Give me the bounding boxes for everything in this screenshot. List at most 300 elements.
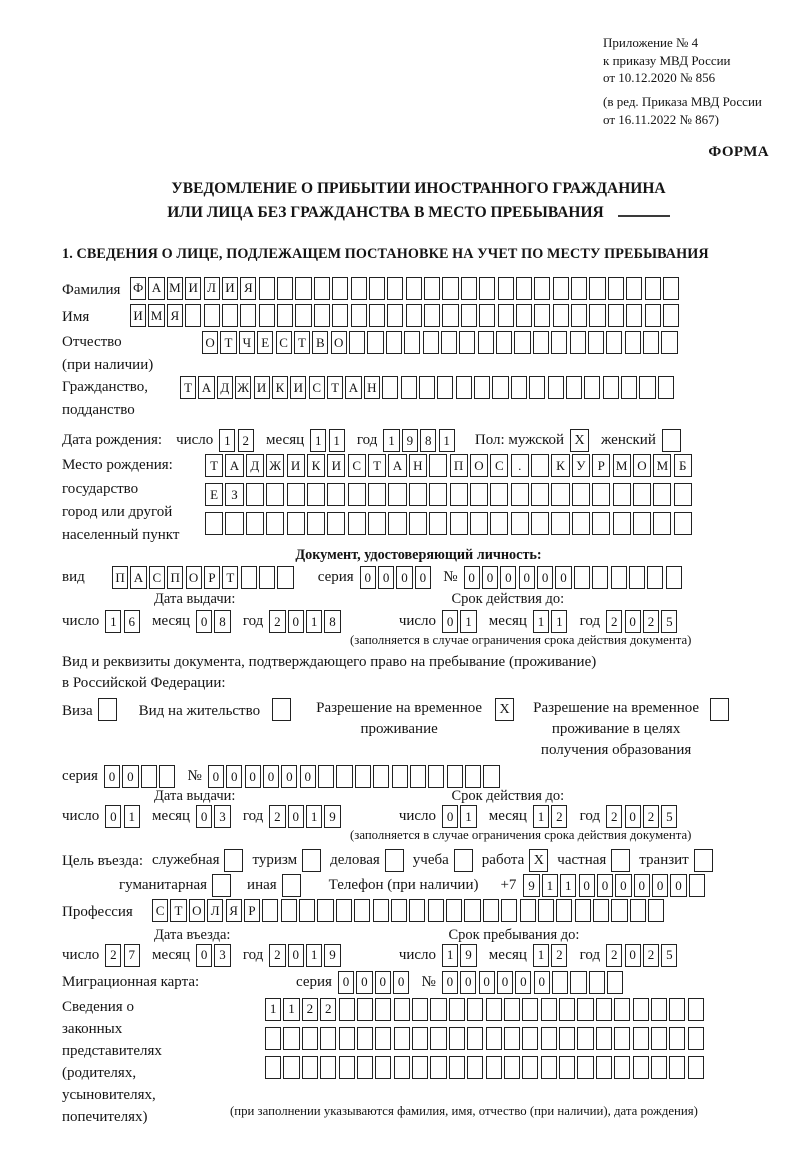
permit-valid-day-cells[interactable] <box>442 805 479 828</box>
char-cell[interactable] <box>688 998 704 1021</box>
char-cell[interactable] <box>498 304 514 327</box>
char-cell[interactable] <box>651 1056 667 1079</box>
permit-valid-year-cells[interactable] <box>606 805 680 828</box>
permit-valid-month-cells[interactable] <box>533 805 570 828</box>
char-cell[interactable]: 0 <box>519 566 535 589</box>
id-issue-year-cells[interactable] <box>269 610 343 633</box>
char-cell[interactable]: 0 <box>226 765 242 788</box>
char-cell[interactable] <box>465 765 481 788</box>
char-cell[interactable]: 0 <box>652 874 668 897</box>
char-cell[interactable]: 2 <box>105 944 121 967</box>
representatives-cells-1[interactable] <box>265 998 706 1021</box>
char-cell[interactable]: 9 <box>324 944 340 967</box>
char-cell[interactable]: 0 <box>634 874 650 897</box>
char-cell[interactable]: 2 <box>238 429 254 452</box>
char-cell[interactable] <box>368 512 386 535</box>
char-cell[interactable]: 1 <box>306 610 322 633</box>
char-cell[interactable] <box>327 512 345 535</box>
char-cell[interactable]: 0 <box>196 805 212 828</box>
char-cell[interactable] <box>571 304 587 327</box>
char-cell[interactable] <box>592 483 610 506</box>
char-cell[interactable]: 0 <box>537 566 553 589</box>
char-cell[interactable] <box>265 1027 281 1050</box>
char-cell[interactable]: 0 <box>442 610 458 633</box>
residence-permit-checkbox[interactable] <box>272 698 291 721</box>
entry-day-cells[interactable] <box>105 944 142 967</box>
char-cell[interactable] <box>348 483 366 506</box>
birth-place-cells-3[interactable] <box>205 512 694 535</box>
char-cell[interactable] <box>504 1056 520 1079</box>
char-cell[interactable] <box>283 1027 299 1050</box>
char-cell[interactable]: А <box>198 376 214 399</box>
char-cell[interactable]: И <box>130 304 146 327</box>
representatives-cells-2[interactable] <box>265 1027 706 1050</box>
char-cell[interactable] <box>406 304 422 327</box>
char-cell[interactable] <box>666 566 682 589</box>
char-cell[interactable] <box>688 1027 704 1050</box>
purpose-humanitarian-checkbox[interactable] <box>212 874 231 897</box>
char-cell[interactable]: 1 <box>460 610 476 633</box>
char-cell[interactable] <box>387 304 403 327</box>
char-cell[interactable] <box>404 331 420 354</box>
char-cell[interactable]: 0 <box>615 874 631 897</box>
char-cell[interactable] <box>357 1056 373 1079</box>
name-cells[interactable] <box>130 304 681 327</box>
char-cell[interactable] <box>589 304 605 327</box>
char-cell[interactable] <box>571 277 587 300</box>
citizenship-cells[interactable] <box>180 376 676 399</box>
char-cell[interactable] <box>663 277 679 300</box>
char-cell[interactable] <box>516 277 532 300</box>
char-cell[interactable] <box>141 765 157 788</box>
char-cell[interactable] <box>467 1027 483 1050</box>
char-cell[interactable] <box>534 277 550 300</box>
char-cell[interactable]: 1 <box>265 998 281 1021</box>
char-cell[interactable]: 0 <box>597 874 613 897</box>
char-cell[interactable]: А <box>148 277 164 300</box>
char-cell[interactable] <box>423 331 439 354</box>
char-cell[interactable] <box>529 376 545 399</box>
char-cell[interactable]: 0 <box>104 765 120 788</box>
char-cell[interactable]: О <box>202 331 218 354</box>
char-cell[interactable]: 1 <box>560 874 576 897</box>
char-cell[interactable]: Л <box>204 277 220 300</box>
char-cell[interactable] <box>483 899 499 922</box>
char-cell[interactable] <box>281 899 297 922</box>
char-cell[interactable] <box>318 765 334 788</box>
char-cell[interactable] <box>406 277 422 300</box>
char-cell[interactable] <box>669 1027 685 1050</box>
char-cell[interactable]: 1 <box>533 944 549 967</box>
char-cell[interactable] <box>608 304 624 327</box>
char-cell[interactable]: 1 <box>105 610 121 633</box>
char-cell[interactable] <box>450 483 468 506</box>
char-cell[interactable]: 0 <box>396 566 412 589</box>
char-cell[interactable]: 2 <box>606 944 622 967</box>
char-cell[interactable] <box>614 1056 630 1079</box>
char-cell[interactable]: 2 <box>643 944 659 967</box>
stay-day-cells[interactable] <box>442 944 479 967</box>
char-cell[interactable] <box>613 483 631 506</box>
char-cell[interactable] <box>259 304 275 327</box>
char-cell[interactable] <box>386 331 402 354</box>
id-issue-month-cells[interactable] <box>196 610 233 633</box>
char-cell[interactable]: 9 <box>402 429 418 452</box>
char-cell[interactable] <box>478 331 494 354</box>
char-cell[interactable]: С <box>490 454 508 477</box>
char-cell[interactable] <box>428 899 444 922</box>
id-valid-month-cells[interactable] <box>533 610 570 633</box>
char-cell[interactable] <box>669 1056 685 1079</box>
char-cell[interactable] <box>369 304 385 327</box>
char-cell[interactable]: Р <box>592 454 610 477</box>
char-cell[interactable]: 0 <box>360 566 376 589</box>
char-cell[interactable] <box>596 1056 612 1079</box>
char-cell[interactable] <box>614 998 630 1021</box>
char-cell[interactable] <box>626 277 642 300</box>
char-cell[interactable] <box>496 331 512 354</box>
char-cell[interactable] <box>614 1027 630 1050</box>
permit-series-cells[interactable] <box>104 765 178 788</box>
char-cell[interactable] <box>456 376 472 399</box>
char-cell[interactable]: А <box>388 454 406 477</box>
char-cell[interactable] <box>332 277 348 300</box>
temp-residence-checkbox[interactable]: X <box>495 698 514 721</box>
char-cell[interactable] <box>633 998 649 1021</box>
char-cell[interactable]: М <box>653 454 671 477</box>
char-cell[interactable] <box>606 331 622 354</box>
birth-day-cells[interactable] <box>219 429 256 452</box>
char-cell[interactable]: О <box>331 331 347 354</box>
char-cell[interactable]: С <box>309 376 325 399</box>
char-cell[interactable]: 0 <box>670 874 686 897</box>
char-cell[interactable] <box>520 899 536 922</box>
char-cell[interactable]: 0 <box>464 566 480 589</box>
char-cell[interactable]: 2 <box>269 944 285 967</box>
char-cell[interactable] <box>603 376 619 399</box>
char-cell[interactable] <box>570 971 586 994</box>
char-cell[interactable] <box>266 512 284 535</box>
char-cell[interactable] <box>551 512 569 535</box>
birth-place-cells-1[interactable] <box>205 454 694 477</box>
stay-year-cells[interactable] <box>606 944 680 967</box>
char-cell[interactable] <box>299 899 315 922</box>
char-cell[interactable] <box>430 998 446 1021</box>
birth-year-cells[interactable] <box>383 429 457 452</box>
id-issue-day-cells[interactable] <box>105 610 142 633</box>
char-cell[interactable]: Е <box>257 331 273 354</box>
char-cell[interactable] <box>259 566 275 589</box>
char-cell[interactable] <box>613 512 631 535</box>
char-cell[interactable] <box>534 304 550 327</box>
char-cell[interactable]: 2 <box>551 805 567 828</box>
char-cell[interactable] <box>674 483 692 506</box>
phone-cells[interactable] <box>523 874 707 897</box>
char-cell[interactable]: Н <box>364 376 380 399</box>
char-cell[interactable] <box>633 512 651 535</box>
sex-male-checkbox[interactable]: X <box>570 429 589 452</box>
char-cell[interactable] <box>511 483 529 506</box>
char-cell[interactable]: 1 <box>460 805 476 828</box>
id-number-cells[interactable] <box>464 566 685 589</box>
char-cell[interactable] <box>428 765 444 788</box>
char-cell[interactable] <box>240 304 256 327</box>
char-cell[interactable] <box>479 277 495 300</box>
char-cell[interactable] <box>593 899 609 922</box>
char-cell[interactable] <box>629 566 645 589</box>
char-cell[interactable]: 3 <box>214 944 230 967</box>
char-cell[interactable] <box>336 899 352 922</box>
char-cell[interactable] <box>575 899 591 922</box>
char-cell[interactable]: Я <box>240 277 256 300</box>
char-cell[interactable]: 0 <box>515 971 531 994</box>
char-cell[interactable]: П <box>167 566 183 589</box>
mig-series-cells[interactable] <box>338 971 412 994</box>
char-cell[interactable]: У <box>572 454 590 477</box>
char-cell[interactable] <box>447 765 463 788</box>
char-cell[interactable] <box>541 998 557 1021</box>
char-cell[interactable] <box>185 304 201 327</box>
char-cell[interactable]: 1 <box>533 610 549 633</box>
char-cell[interactable]: Е <box>205 483 223 506</box>
char-cell[interactable] <box>314 304 330 327</box>
char-cell[interactable] <box>159 765 175 788</box>
char-cell[interactable] <box>369 277 385 300</box>
char-cell[interactable]: О <box>186 566 202 589</box>
char-cell[interactable] <box>429 454 447 477</box>
char-cell[interactable] <box>621 376 637 399</box>
char-cell[interactable] <box>375 1056 391 1079</box>
char-cell[interactable] <box>339 998 355 1021</box>
char-cell[interactable] <box>283 1056 299 1079</box>
profession-cells[interactable] <box>152 899 667 922</box>
char-cell[interactable] <box>651 1027 667 1050</box>
char-cell[interactable]: Я <box>167 304 183 327</box>
char-cell[interactable] <box>277 566 293 589</box>
char-cell[interactable] <box>625 331 641 354</box>
char-cell[interactable]: 0 <box>482 566 498 589</box>
char-cell[interactable]: А <box>225 454 243 477</box>
char-cell[interactable]: З <box>225 483 243 506</box>
char-cell[interactable]: 0 <box>442 805 458 828</box>
char-cell[interactable] <box>441 331 457 354</box>
char-cell[interactable] <box>317 899 333 922</box>
birth-place-cells-2[interactable] <box>205 483 694 506</box>
char-cell[interactable] <box>437 376 453 399</box>
char-cell[interactable] <box>307 483 325 506</box>
char-cell[interactable]: М <box>148 304 164 327</box>
char-cell[interactable]: 0 <box>555 566 571 589</box>
char-cell[interactable] <box>630 899 646 922</box>
purpose-business-checkbox[interactable] <box>385 849 404 872</box>
char-cell[interactable] <box>504 998 520 1021</box>
patronymic-cells[interactable] <box>202 331 680 354</box>
char-cell[interactable] <box>653 512 671 535</box>
char-cell[interactable]: О <box>633 454 651 477</box>
char-cell[interactable]: 3 <box>214 805 230 828</box>
char-cell[interactable] <box>266 483 284 506</box>
char-cell[interactable] <box>511 376 527 399</box>
char-cell[interactable] <box>412 1027 428 1050</box>
char-cell[interactable] <box>392 765 408 788</box>
char-cell[interactable]: Я <box>226 899 242 922</box>
char-cell[interactable] <box>307 512 325 535</box>
char-cell[interactable] <box>553 277 569 300</box>
char-cell[interactable]: 0 <box>288 805 304 828</box>
char-cell[interactable]: 5 <box>661 610 677 633</box>
purpose-transit-checkbox[interactable] <box>694 849 713 872</box>
temp-residence-edu-checkbox[interactable] <box>710 698 729 721</box>
char-cell[interactable]: 0 <box>393 971 409 994</box>
char-cell[interactable]: 0 <box>338 971 354 994</box>
char-cell[interactable] <box>368 483 386 506</box>
char-cell[interactable]: Ж <box>266 454 284 477</box>
char-cell[interactable] <box>409 483 427 506</box>
char-cell[interactable] <box>522 998 538 1021</box>
char-cell[interactable] <box>225 512 243 535</box>
char-cell[interactable]: 0 <box>497 971 513 994</box>
char-cell[interactable] <box>467 998 483 1021</box>
char-cell[interactable] <box>320 1027 336 1050</box>
char-cell[interactable] <box>570 331 586 354</box>
char-cell[interactable]: 0 <box>281 765 297 788</box>
char-cell[interactable]: Б <box>674 454 692 477</box>
char-cell[interactable]: В <box>312 331 328 354</box>
char-cell[interactable] <box>647 566 663 589</box>
char-cell[interactable]: 2 <box>606 610 622 633</box>
char-cell[interactable]: 0 <box>105 805 121 828</box>
char-cell[interactable]: С <box>149 566 165 589</box>
char-cell[interactable] <box>501 899 517 922</box>
char-cell[interactable] <box>584 376 600 399</box>
char-cell[interactable]: К <box>551 454 569 477</box>
char-cell[interactable] <box>265 1056 281 1079</box>
char-cell[interactable] <box>689 874 705 897</box>
char-cell[interactable] <box>246 483 264 506</box>
char-cell[interactable] <box>394 1056 410 1079</box>
char-cell[interactable] <box>349 331 365 354</box>
char-cell[interactable] <box>355 765 371 788</box>
char-cell[interactable] <box>259 277 275 300</box>
char-cell[interactable] <box>611 566 627 589</box>
char-cell[interactable]: Т <box>205 454 223 477</box>
char-cell[interactable] <box>442 277 458 300</box>
char-cell[interactable] <box>577 998 593 1021</box>
char-cell[interactable] <box>522 1027 538 1050</box>
char-cell[interactable]: 8 <box>324 610 340 633</box>
char-cell[interactable]: 5 <box>661 805 677 828</box>
char-cell[interactable] <box>596 998 612 1021</box>
char-cell[interactable]: 2 <box>643 610 659 633</box>
char-cell[interactable] <box>461 304 477 327</box>
char-cell[interactable] <box>572 483 590 506</box>
char-cell[interactable]: 1 <box>551 610 567 633</box>
char-cell[interactable]: Ч <box>239 331 255 354</box>
char-cell[interactable]: 0 <box>442 971 458 994</box>
char-cell[interactable]: 0 <box>288 944 304 967</box>
char-cell[interactable]: 0 <box>625 805 641 828</box>
char-cell[interactable] <box>674 512 692 535</box>
char-cell[interactable] <box>277 277 293 300</box>
char-cell[interactable]: С <box>152 899 168 922</box>
char-cell[interactable]: 2 <box>320 998 336 1021</box>
char-cell[interactable]: Д <box>217 376 233 399</box>
purpose-official-checkbox[interactable] <box>224 849 243 872</box>
char-cell[interactable] <box>490 512 508 535</box>
id-valid-year-cells[interactable] <box>606 610 680 633</box>
char-cell[interactable]: 2 <box>269 610 285 633</box>
char-cell[interactable] <box>490 483 508 506</box>
char-cell[interactable] <box>653 483 671 506</box>
char-cell[interactable] <box>450 512 468 535</box>
char-cell[interactable] <box>409 899 425 922</box>
permit-number-cells[interactable] <box>208 765 502 788</box>
char-cell[interactable]: 0 <box>288 610 304 633</box>
char-cell[interactable]: 1 <box>533 805 549 828</box>
char-cell[interactable] <box>504 1027 520 1050</box>
char-cell[interactable]: 0 <box>378 566 394 589</box>
char-cell[interactable] <box>430 1056 446 1079</box>
char-cell[interactable]: Т <box>294 331 310 354</box>
char-cell[interactable]: Т <box>327 376 343 399</box>
char-cell[interactable] <box>588 331 604 354</box>
char-cell[interactable]: А <box>130 566 146 589</box>
entry-year-cells[interactable] <box>269 944 343 967</box>
char-cell[interactable]: 2 <box>302 998 318 1021</box>
stay-month-cells[interactable] <box>533 944 570 967</box>
char-cell[interactable] <box>533 331 549 354</box>
char-cell[interactable]: 5 <box>661 944 677 967</box>
char-cell[interactable]: А <box>345 376 361 399</box>
char-cell[interactable]: О <box>470 454 488 477</box>
char-cell[interactable]: 2 <box>606 805 622 828</box>
id-series-cells[interactable] <box>360 566 434 589</box>
char-cell[interactable]: 0 <box>208 765 224 788</box>
char-cell[interactable]: Т <box>222 566 238 589</box>
permit-issue-month-cells[interactable] <box>196 805 233 828</box>
char-cell[interactable] <box>589 277 605 300</box>
char-cell[interactable] <box>661 331 677 354</box>
char-cell[interactable]: С <box>348 454 366 477</box>
char-cell[interactable] <box>320 1056 336 1079</box>
char-cell[interactable]: И <box>290 376 306 399</box>
char-cell[interactable] <box>551 483 569 506</box>
char-cell[interactable] <box>241 566 257 589</box>
char-cell[interactable] <box>327 483 345 506</box>
char-cell[interactable] <box>633 1027 649 1050</box>
char-cell[interactable] <box>592 512 610 535</box>
char-cell[interactable] <box>467 1056 483 1079</box>
char-cell[interactable] <box>424 277 440 300</box>
char-cell[interactable]: 0 <box>579 874 595 897</box>
char-cell[interactable]: 1 <box>542 874 558 897</box>
char-cell[interactable]: 0 <box>356 971 372 994</box>
char-cell[interactable] <box>336 765 352 788</box>
char-cell[interactable] <box>551 331 567 354</box>
char-cell[interactable] <box>607 971 623 994</box>
char-cell[interactable]: Т <box>368 454 386 477</box>
char-cell[interactable] <box>643 331 659 354</box>
char-cell[interactable] <box>339 1027 355 1050</box>
char-cell[interactable] <box>449 1027 465 1050</box>
char-cell[interactable] <box>645 277 661 300</box>
char-cell[interactable] <box>651 998 667 1021</box>
char-cell[interactable]: 1 <box>219 429 235 452</box>
doc-type-cells[interactable] <box>112 566 296 589</box>
char-cell[interactable] <box>669 998 685 1021</box>
purpose-tourism-checkbox[interactable] <box>302 849 321 872</box>
char-cell[interactable]: Р <box>204 566 220 589</box>
